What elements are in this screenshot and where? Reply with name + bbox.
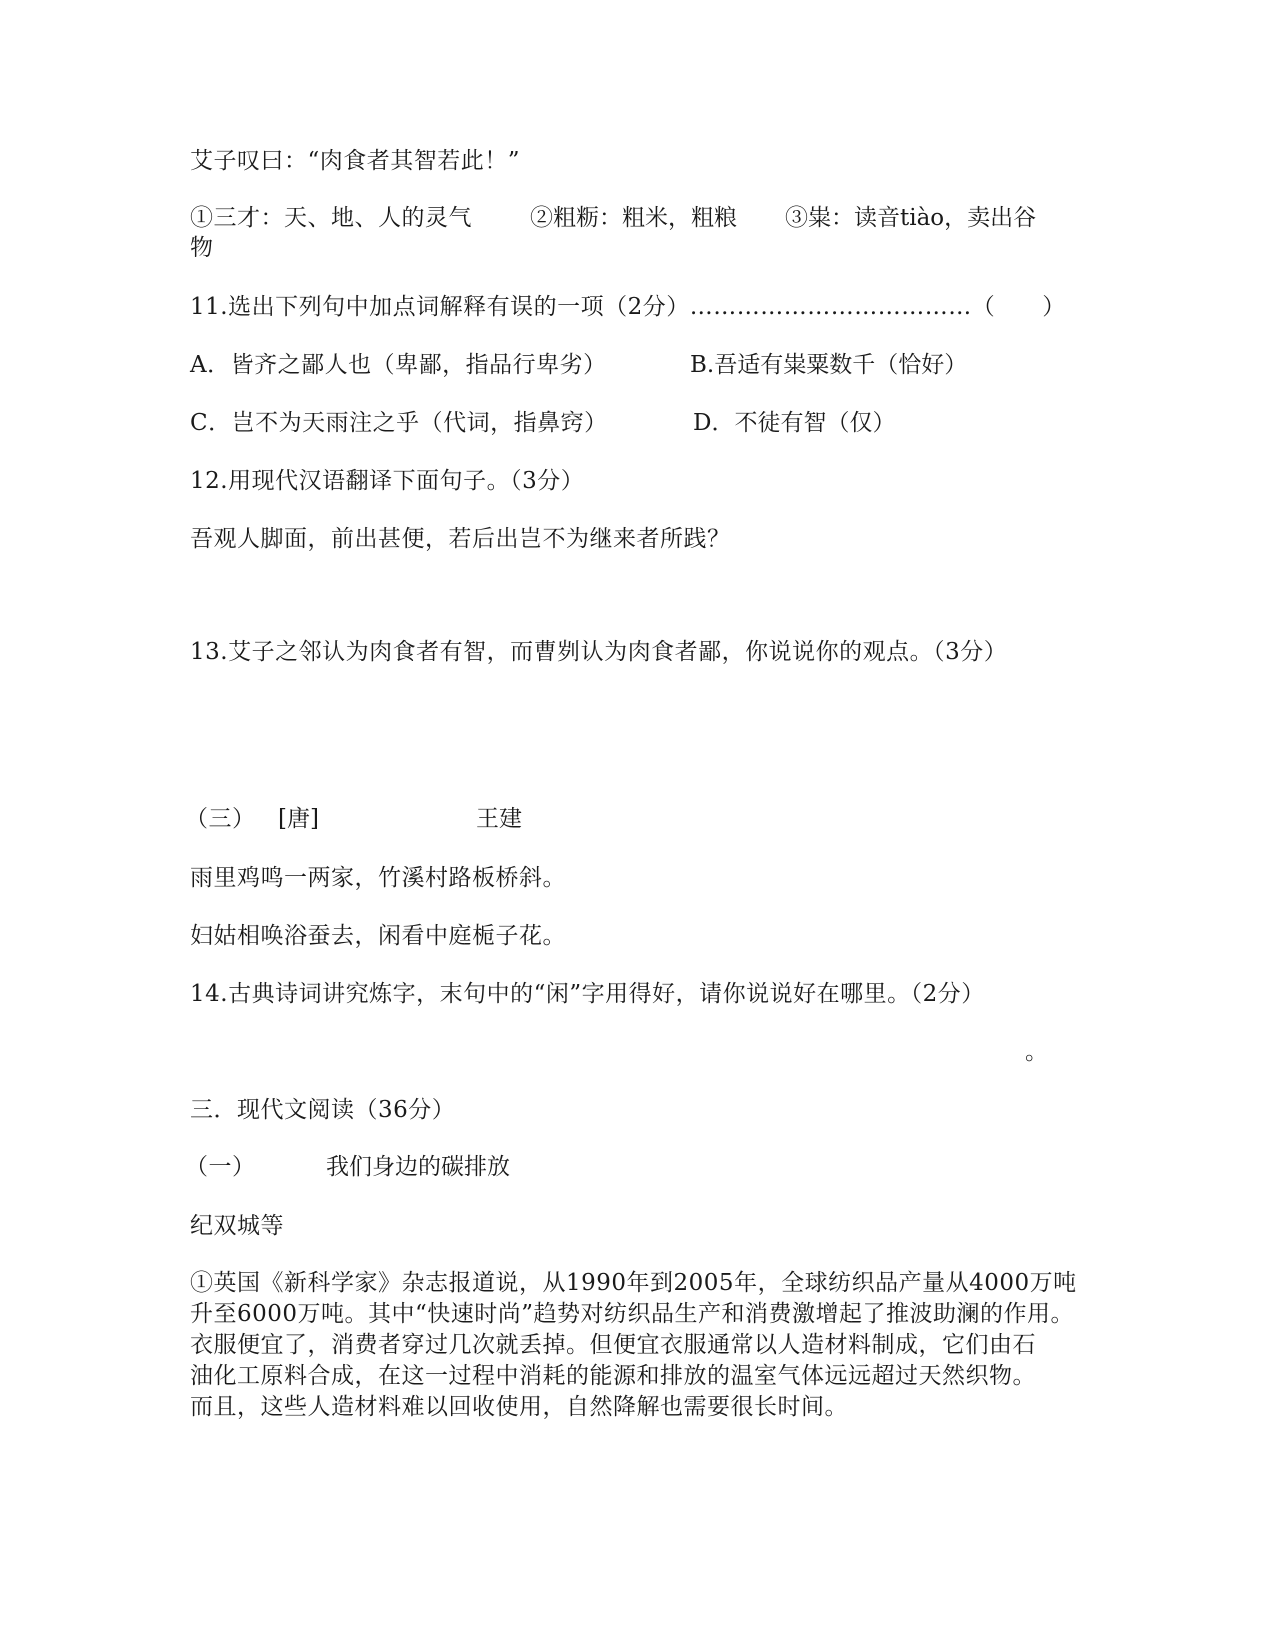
paragraph-line: 升至6000万吨。其中“快速时尚”趋势对纺织品生产和消费激增起了推波助澜的作用。	[190, 1301, 1075, 1327]
text-line: 艾子叹曰：“肉食者其智若此！”	[190, 148, 521, 174]
footnote-2: ②粗粝：粗米，粗粮	[530, 205, 737, 231]
option-a: A．皆齐之鄙人也（卑鄙，指品行卑劣）	[190, 352, 607, 378]
footnote-3-cont: 物	[190, 235, 214, 261]
paragraph-line: 衣服便宜了，消费者穿过几次就丢掉。但便宜衣服通常以人造材料制成，它们由石	[190, 1332, 1036, 1358]
paragraph-line: ①英国《新科学家》杂志报道说，从1990年到2005年，全球纺织品产量从4000万吨	[190, 1270, 1077, 1296]
paragraph-line: 油化工原料合成，在这一过程中消耗的能源和排放的温室气体远远超过天然织物。	[190, 1363, 1036, 1389]
poem-line-1: 雨里鸡鸣一两家，竹溪村路板桥斜。	[190, 865, 566, 891]
question-14: 14.古典诗词讲究炼字，末句中的“闲”字用得好，请你说说好在哪里。（2分）	[190, 981, 985, 1007]
answer-period: 。	[1025, 1039, 1048, 1065]
subsection-1-number: （一）	[185, 1154, 256, 1180]
footnote-3: ③粜：读音tiào，卖出谷	[785, 205, 1037, 231]
question-12-text: 吾观人脚面，前出甚便，若后出岂不为继来者所践？	[190, 526, 731, 552]
poem-author: 王建	[476, 806, 522, 832]
question-11: 11.选出下列句中加点词解释有误的一项（2分）………………………………（ ）	[190, 294, 1066, 320]
article-author: 纪双城等	[190, 1213, 284, 1239]
option-c: C．岂不为天雨注之乎（代词，指鼻窍）	[190, 410, 608, 436]
option-b: B.吾适有粜粟数千（恰好）	[690, 352, 968, 378]
part-3-heading: 三．现代文阅读（36分）	[190, 1097, 456, 1123]
option-d: D．不徒有智（仅）	[693, 410, 896, 436]
article-paragraph-1	[190, 1268, 1085, 1423]
poem-line-2: 妇姑相唤浴蚕去，闲看中庭栀子花。	[190, 923, 566, 949]
footnote-1: ①三才：天、地、人的灵气	[190, 205, 472, 231]
paragraph-line: 而且，这些人造材料难以回收使用，自然降解也需要很长时间。	[190, 1394, 848, 1420]
poem-dynasty: [唐]	[278, 806, 319, 832]
question-13: 13.艾子之邻认为肉食者有智，而曹刿认为肉食者鄙，你说说你的观点。（3分）	[190, 639, 1008, 665]
section-3-number: （三）	[185, 806, 256, 832]
question-12: 12.用现代汉语翻译下面句子。（3分）	[190, 468, 585, 494]
article-title: 我们身边的碳排放	[326, 1154, 510, 1180]
